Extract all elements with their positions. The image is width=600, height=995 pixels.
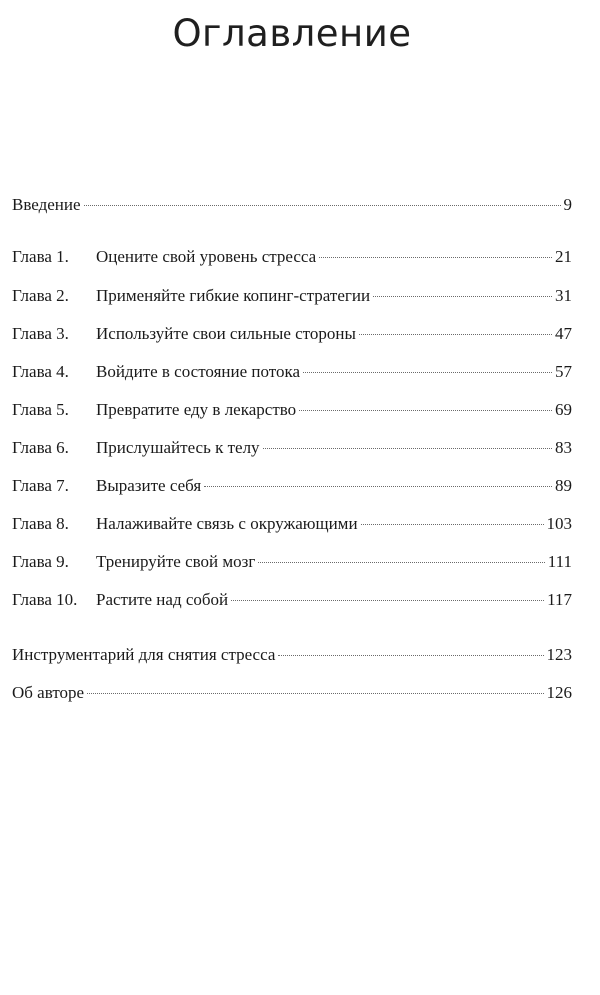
entry-title: Прислушайтесь к телу [96, 438, 260, 457]
entry-title: Введение [12, 195, 81, 214]
leader-dots [204, 485, 552, 487]
page-number: 31 [555, 286, 572, 305]
entry-title: Войдите в состояние потока [96, 362, 301, 381]
leader-dots [258, 561, 544, 563]
toc-entry-about-author[interactable] [12, 682, 572, 704]
chapter-label: Глава 5. [12, 400, 69, 419]
page-number: 69 [555, 400, 572, 419]
page-number: 123 [546, 645, 572, 664]
toc-entry-chapter-7[interactable] [12, 475, 572, 497]
page-title: Оглавление [172, 12, 412, 55]
toc-entry-chapter-8[interactable] [12, 513, 572, 535]
entry-title: Используйте свои сильные стороны [96, 324, 356, 343]
toc-entry-chapter-4[interactable] [12, 361, 572, 383]
leader-dots [84, 204, 561, 206]
leader-dots [278, 654, 543, 656]
chapter-label: Глава 9. [12, 552, 69, 571]
page-number: 103 [546, 514, 572, 533]
leader-dots [319, 256, 552, 258]
page-number: 9 [563, 195, 572, 214]
toc-entry-chapter-1[interactable] [12, 246, 572, 268]
entry-title: Применяйте гибкие копинг-стратегии [96, 286, 371, 305]
chapter-label: Глава 8. [12, 514, 69, 533]
leader-dots [361, 523, 544, 525]
leader-dots [359, 333, 552, 335]
chapter-label: Глава 2. [12, 286, 69, 305]
chapter-label: Глава 7. [12, 476, 69, 495]
toc-entry-chapter-6[interactable] [12, 437, 572, 459]
chapter-label: Глава 10. [12, 590, 78, 609]
page-number: 21 [555, 247, 572, 266]
page-number: 83 [555, 438, 572, 457]
page-number: 57 [555, 362, 572, 381]
entry-title: Растите над собой [96, 590, 229, 609]
chapter-label: Глава 3. [12, 324, 69, 343]
leader-dots [231, 599, 544, 601]
entry-title: Выразите себя [96, 476, 202, 495]
leader-dots [303, 371, 552, 373]
chapter-label: Глава 1. [12, 247, 69, 266]
leader-dots [263, 447, 552, 449]
toc-entry-chapter-5[interactable] [12, 399, 572, 421]
toc-entry-chapter-2[interactable] [12, 285, 572, 307]
entry-title: Тренируйте свой мозг [96, 552, 256, 571]
entry-title: Об авторе [12, 683, 85, 702]
toc-entry-intro[interactable] [12, 194, 572, 216]
toc-entry-chapter-3[interactable] [12, 323, 572, 345]
page-number: 89 [555, 476, 572, 495]
page-number: 117 [547, 590, 572, 609]
entry-title: Превратите еду в лекарство [96, 400, 297, 419]
chapter-label: Глава 6. [12, 438, 69, 457]
chapter-label: Глава 4. [12, 362, 69, 381]
entry-title: Инструментарий для снятия стресса [12, 645, 276, 664]
toc-entry-chapter-10[interactable] [12, 589, 572, 611]
page-number: 126 [546, 683, 572, 702]
page-number: 111 [547, 552, 572, 571]
toc-entry-toolkit[interactable] [12, 644, 572, 666]
toc-entry-chapter-9[interactable] [12, 551, 572, 573]
leader-dots [87, 692, 543, 694]
entry-title: Налаживайте связь с окружающими [96, 514, 358, 533]
leader-dots [373, 295, 552, 297]
leader-dots [299, 409, 552, 411]
page-number: 47 [555, 324, 572, 343]
entry-title: Оцените свой уровень стресса [96, 247, 317, 266]
